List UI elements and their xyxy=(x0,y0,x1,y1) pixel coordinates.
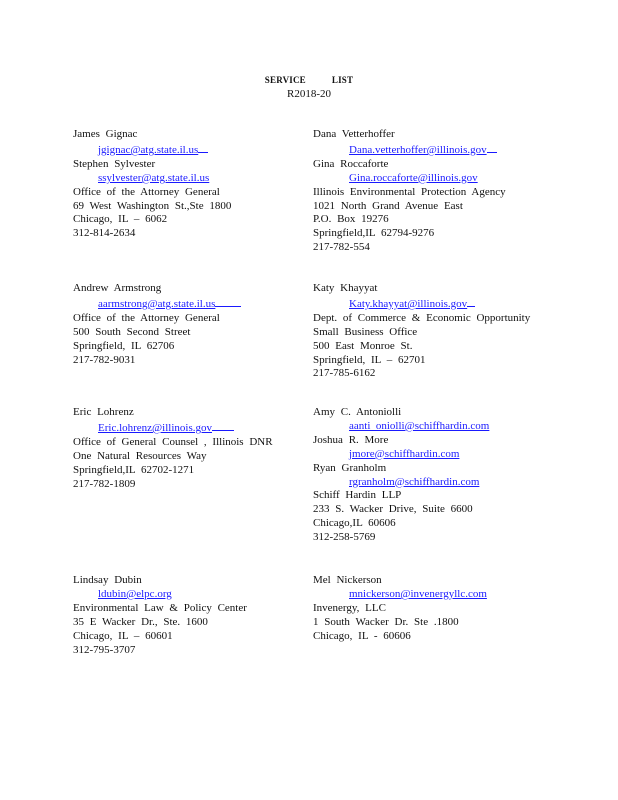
email-address: ldubin@elpc.org xyxy=(98,587,172,600)
contact-name: Eric Lohrenz xyxy=(73,406,134,418)
contact-detail-line: Illinois Environmental Protection Agency xyxy=(313,185,506,198)
contact-detail-line: Environmental Law & Policy Center xyxy=(73,601,247,614)
contact-detail-line: 500 East Monroe St. xyxy=(313,339,413,352)
email-link[interactable] xyxy=(73,142,313,158)
email-address: aanti_oniolli@schiffhardin.com xyxy=(349,419,490,432)
contact-detail-line: Springfield, IL – 62701 xyxy=(313,353,426,366)
email-address: aarmstrong@atg.state.il.us xyxy=(98,297,216,310)
contact-detail-line: Chicago, IL - 60606 xyxy=(313,629,411,642)
contact-detail-line: 217-782-9031 xyxy=(73,353,136,366)
docket-number: R2018-20 xyxy=(287,88,331,100)
email-link[interactable] xyxy=(313,296,573,312)
contact-detail-line: Schiff Hardin LLP xyxy=(313,489,402,502)
contact-detail-line: Joshua R. More xyxy=(313,433,389,446)
contact-entry-schiff-hardin xyxy=(313,406,573,545)
underline-filler xyxy=(487,142,497,153)
contact-entry-attorney-general-2 xyxy=(73,282,313,367)
contact-detail-line: Office of the Attorney General xyxy=(73,185,220,198)
page-title xyxy=(0,75,618,86)
email-link[interactable] xyxy=(313,142,573,158)
contact-entry-dceo xyxy=(313,282,573,381)
email-link[interactable] xyxy=(73,420,313,436)
contact-name: Lindsay Dubin xyxy=(73,574,142,586)
contact-detail-line: Chicago, IL – 6062 xyxy=(73,213,168,226)
contact-detail-line: Springfield,IL 62702-1271 xyxy=(73,463,195,476)
contact-detail-line: Springfield,IL 62794-9276 xyxy=(313,227,435,240)
contact-name: James Gignac xyxy=(73,128,138,140)
contact-detail-line: 312-795-3707 xyxy=(73,643,136,656)
email-address: jgignac@atg.state.il.us xyxy=(98,143,199,156)
contact-detail-line: Invenergy, LLC xyxy=(313,601,386,614)
email-link[interactable] xyxy=(313,476,573,490)
underline-filler xyxy=(198,142,208,153)
email-address: rgranholm@schiffhardin.com xyxy=(349,475,480,488)
title-word-list: LIST xyxy=(331,75,354,85)
contact-entry-elpc xyxy=(73,574,313,657)
email-link[interactable] xyxy=(73,172,313,186)
email-link[interactable] xyxy=(313,172,573,186)
email-address: Gina.roccaforte@illinois.gov xyxy=(349,171,478,184)
contact-name: Katy Khayyat xyxy=(313,282,378,294)
contact-detail-line: 1 South Wacker Dr. Ste .1800 xyxy=(313,615,459,628)
contact-detail-line: 69 West Washington St.,Ste 1800 xyxy=(73,199,232,212)
contact-detail-line: 233 S. Wacker Drive, Suite 6600 xyxy=(313,503,473,516)
underline-filler xyxy=(467,296,475,307)
email-link[interactable] xyxy=(313,420,573,434)
contact-detail-line: 500 South Second Street xyxy=(73,325,191,338)
contact-detail-line: Ryan Granholm xyxy=(313,461,387,474)
contact-detail-line: Springfield, IL 62706 xyxy=(73,339,175,352)
email-link[interactable] xyxy=(313,588,573,602)
contact-detail-line: Chicago,IL 60606 xyxy=(313,517,396,530)
underline-filler xyxy=(215,296,241,307)
contact-detail-line: Office of the Attorney General xyxy=(73,311,220,324)
contact-detail-line: Dept. of Commerce & Economic Opportunity xyxy=(313,311,531,324)
contact-detail-line: 1021 North Grand Avenue East xyxy=(313,199,463,212)
contact-detail-line: 217-782-554 xyxy=(313,241,370,254)
contact-name: Amy C. Antoniolli xyxy=(313,406,402,418)
email-address: mnickerson@invenergyllc.com xyxy=(349,587,487,600)
email-address: Katy.khayyat@illinois.gov xyxy=(349,297,468,310)
email-link[interactable] xyxy=(73,296,313,312)
contact-name: Mel Nickerson xyxy=(313,574,382,586)
contact-entry-illinois-dnr xyxy=(73,406,313,491)
email-address: Dana.vetterhoffer@illinois.gov xyxy=(349,143,487,156)
contact-detail-line: 312-814-2634 xyxy=(73,227,136,240)
page-header xyxy=(0,75,618,101)
contact-detail-line: 312-258-5769 xyxy=(313,531,376,544)
contact-detail-line: Gina Roccaforte xyxy=(313,157,389,170)
contact-detail-line: Chicago, IL – 60601 xyxy=(73,629,173,642)
contact-detail-line: One Natural Resources Way xyxy=(73,449,207,462)
email-link[interactable] xyxy=(73,588,313,602)
email-address: ssylvester@atg.state.il.us xyxy=(98,171,210,184)
contact-detail-line: Office of General Counsel , Illinois DNR xyxy=(73,435,273,448)
underline-filler xyxy=(212,420,234,431)
contact-detail-line: 35 E Wacker Dr., Ste. 1600 xyxy=(73,615,208,628)
contact-entry-illinois-epa xyxy=(313,128,573,255)
contact-name: Dana Vetterhoffer xyxy=(313,128,395,140)
contact-entry-attorney-general-1 xyxy=(73,128,313,241)
contact-entry-invenergy xyxy=(313,574,573,644)
contact-detail-line: 217-785-6162 xyxy=(313,367,376,380)
email-address: Eric.lohrenz@illinois.gov xyxy=(98,421,212,434)
email-address: jmore@schiffhardin.com xyxy=(349,447,460,460)
contact-detail-line: P.O. Box 19276 xyxy=(313,213,389,226)
contact-detail-line: Small Business Office xyxy=(313,325,418,338)
title-word-service: SERVICE xyxy=(264,75,306,85)
email-link[interactable] xyxy=(313,448,573,462)
contact-detail-line: 217-782-1809 xyxy=(73,477,136,490)
contact-detail-line: Stephen Sylvester xyxy=(73,157,156,170)
contact-name: Andrew Armstrong xyxy=(73,282,162,294)
